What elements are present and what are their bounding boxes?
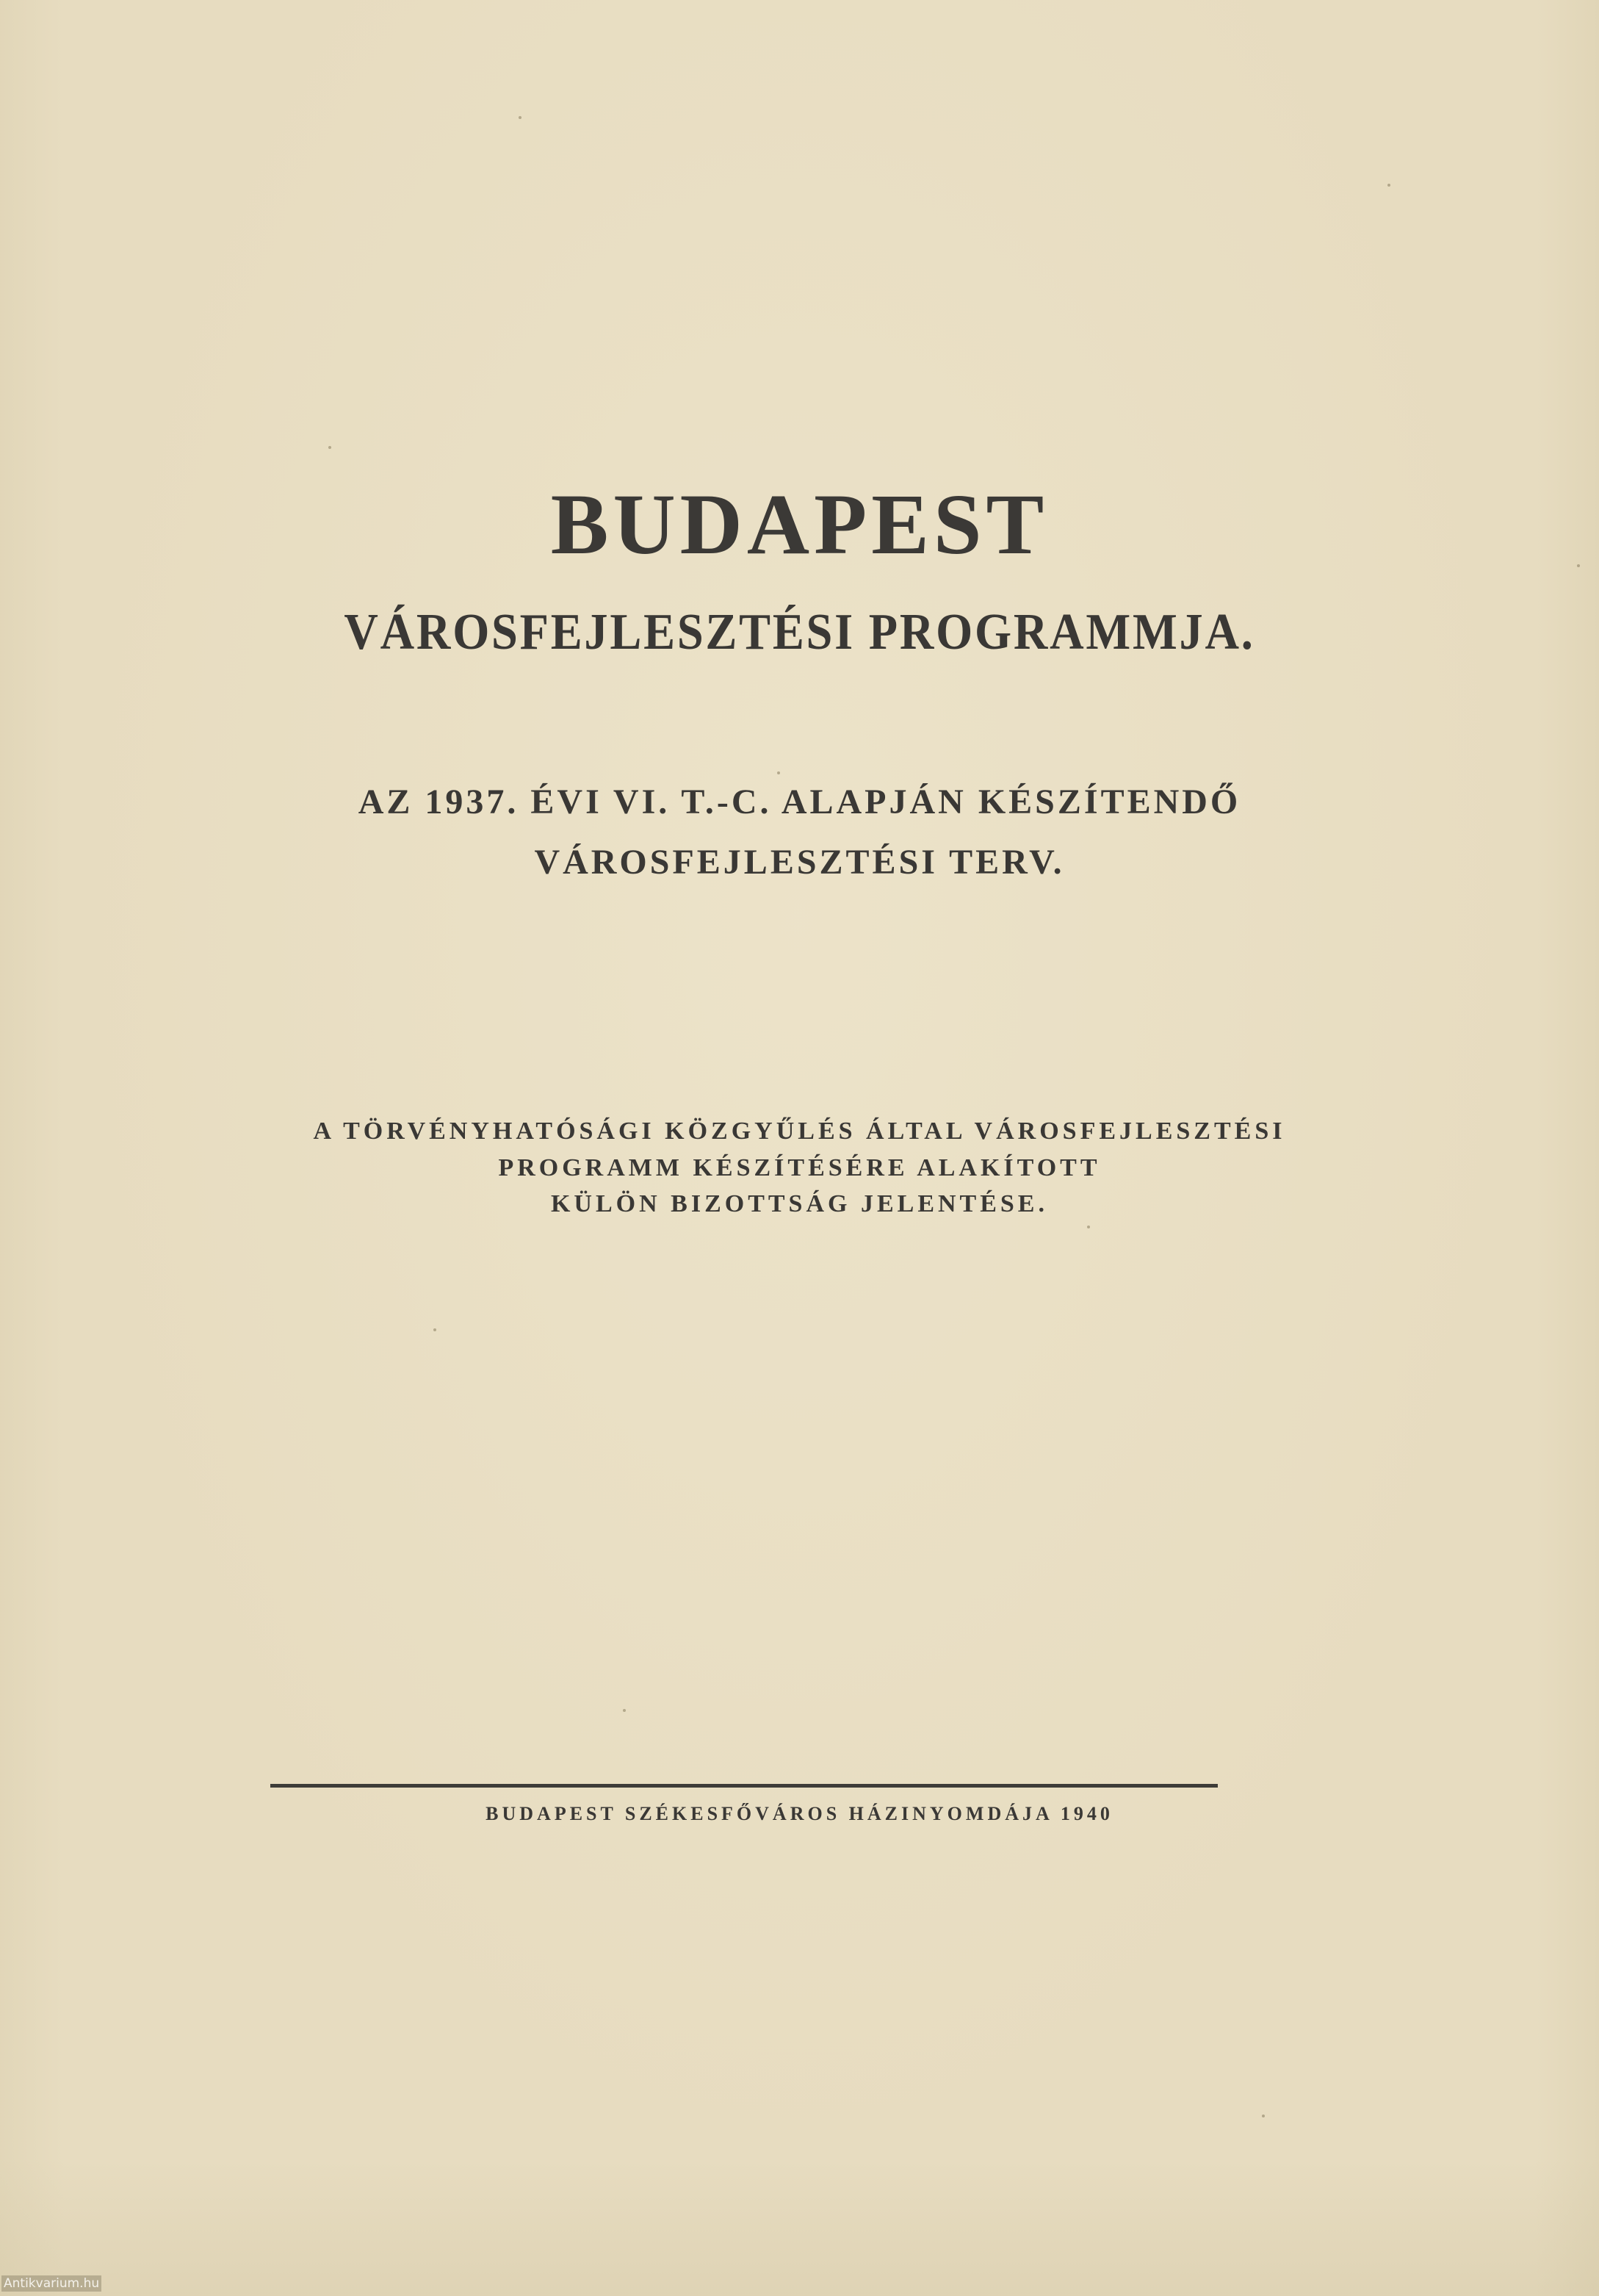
subheading-line-1: AZ 1937. ÉVI VI. T.-C. ALAPJÁN KÉSZÍTENDŐ	[358, 782, 1241, 821]
paper-speck	[1262, 2115, 1265, 2117]
paper-speck	[1387, 184, 1390, 187]
report-description-line-2: PROGRAMM KÉSZÍTÉSÉRE ALAKÍTOTT	[498, 1154, 1101, 1181]
paper-speck	[1577, 564, 1580, 567]
report-description-line-3: KÜLÖN BIZOTTSÁG JELENTÉSE.	[550, 1190, 1048, 1217]
paper-speck	[623, 1709, 626, 1712]
paper-speck	[519, 116, 521, 119]
document-subtitle: VÁROSFEJLESZTÉSI PROGRAMMJA.	[344, 604, 1255, 661]
report-description-line-1: A TÖRVÉNYHATÓSÁGI KÖZGYŰLÉS ÁLTAL VÁROSFEJLESZTÉSI	[313, 1118, 1286, 1145]
paper-speck	[1087, 1226, 1090, 1228]
document-title: BUDAPEST	[550, 476, 1049, 572]
paper-speck	[777, 771, 780, 774]
subheading-line-2: VÁROSFEJLESZTÉSI TERV.	[534, 843, 1065, 882]
paper-speck	[433, 1328, 436, 1331]
watermark-label: Antikvarium.hu	[1, 2275, 101, 2292]
horizontal-rule	[270, 1784, 1218, 1788]
printer-imprint: BUDAPEST SZÉKESFŐVÁROS HÁZINYOMDÁJA 1940	[486, 1803, 1113, 1824]
paper-speck	[328, 446, 331, 449]
